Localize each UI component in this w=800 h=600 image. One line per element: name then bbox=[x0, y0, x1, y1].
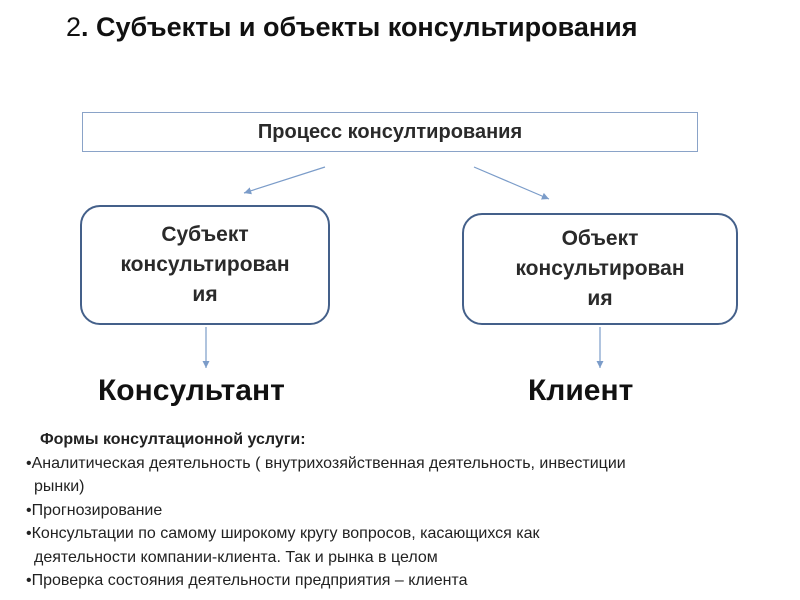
forms-list bbox=[26, 428, 796, 593]
title-text: Субъекты и объекты консультирования bbox=[96, 12, 638, 42]
subject-line-2: консультирован bbox=[120, 253, 290, 276]
forms-item-3-continuation: деятельности компании-клиента. Так и рынка в целом bbox=[34, 548, 438, 566]
forms-heading: Формы консултационной услуги: bbox=[40, 431, 306, 448]
object-box bbox=[462, 213, 738, 325]
object-line-2: консультирован bbox=[515, 257, 685, 280]
forms-item-4: •Проверка состояния деятельности предприятия – клиента bbox=[26, 572, 468, 589]
role-client: Клиент bbox=[528, 374, 634, 407]
subject-line-3: ия bbox=[192, 283, 218, 306]
object-line-3: ия bbox=[587, 287, 613, 310]
forms-item-1-continuation: рынки) bbox=[34, 478, 85, 495]
object-line-1: Объект bbox=[561, 227, 639, 250]
process-label: Процесс консултирования bbox=[257, 120, 523, 143]
arrow-to-subject bbox=[244, 167, 325, 193]
title-dot: . bbox=[81, 12, 97, 42]
forms-item-3: •Консультации по самому широкому кругу вопросов, касающихся как bbox=[26, 525, 540, 542]
subject-line-1: Субъект bbox=[161, 223, 249, 246]
role-consultant: Консультант bbox=[98, 374, 285, 407]
forms-item-1: •Аналитическая деятельность ( внутрихозяйственная деятельность, инвестиции bbox=[26, 454, 626, 472]
title-number: 2 bbox=[66, 12, 82, 42]
subject-box bbox=[80, 205, 330, 325]
arrow-to-object bbox=[474, 167, 549, 199]
forms-item-2: •Прогнозирование bbox=[26, 501, 163, 519]
